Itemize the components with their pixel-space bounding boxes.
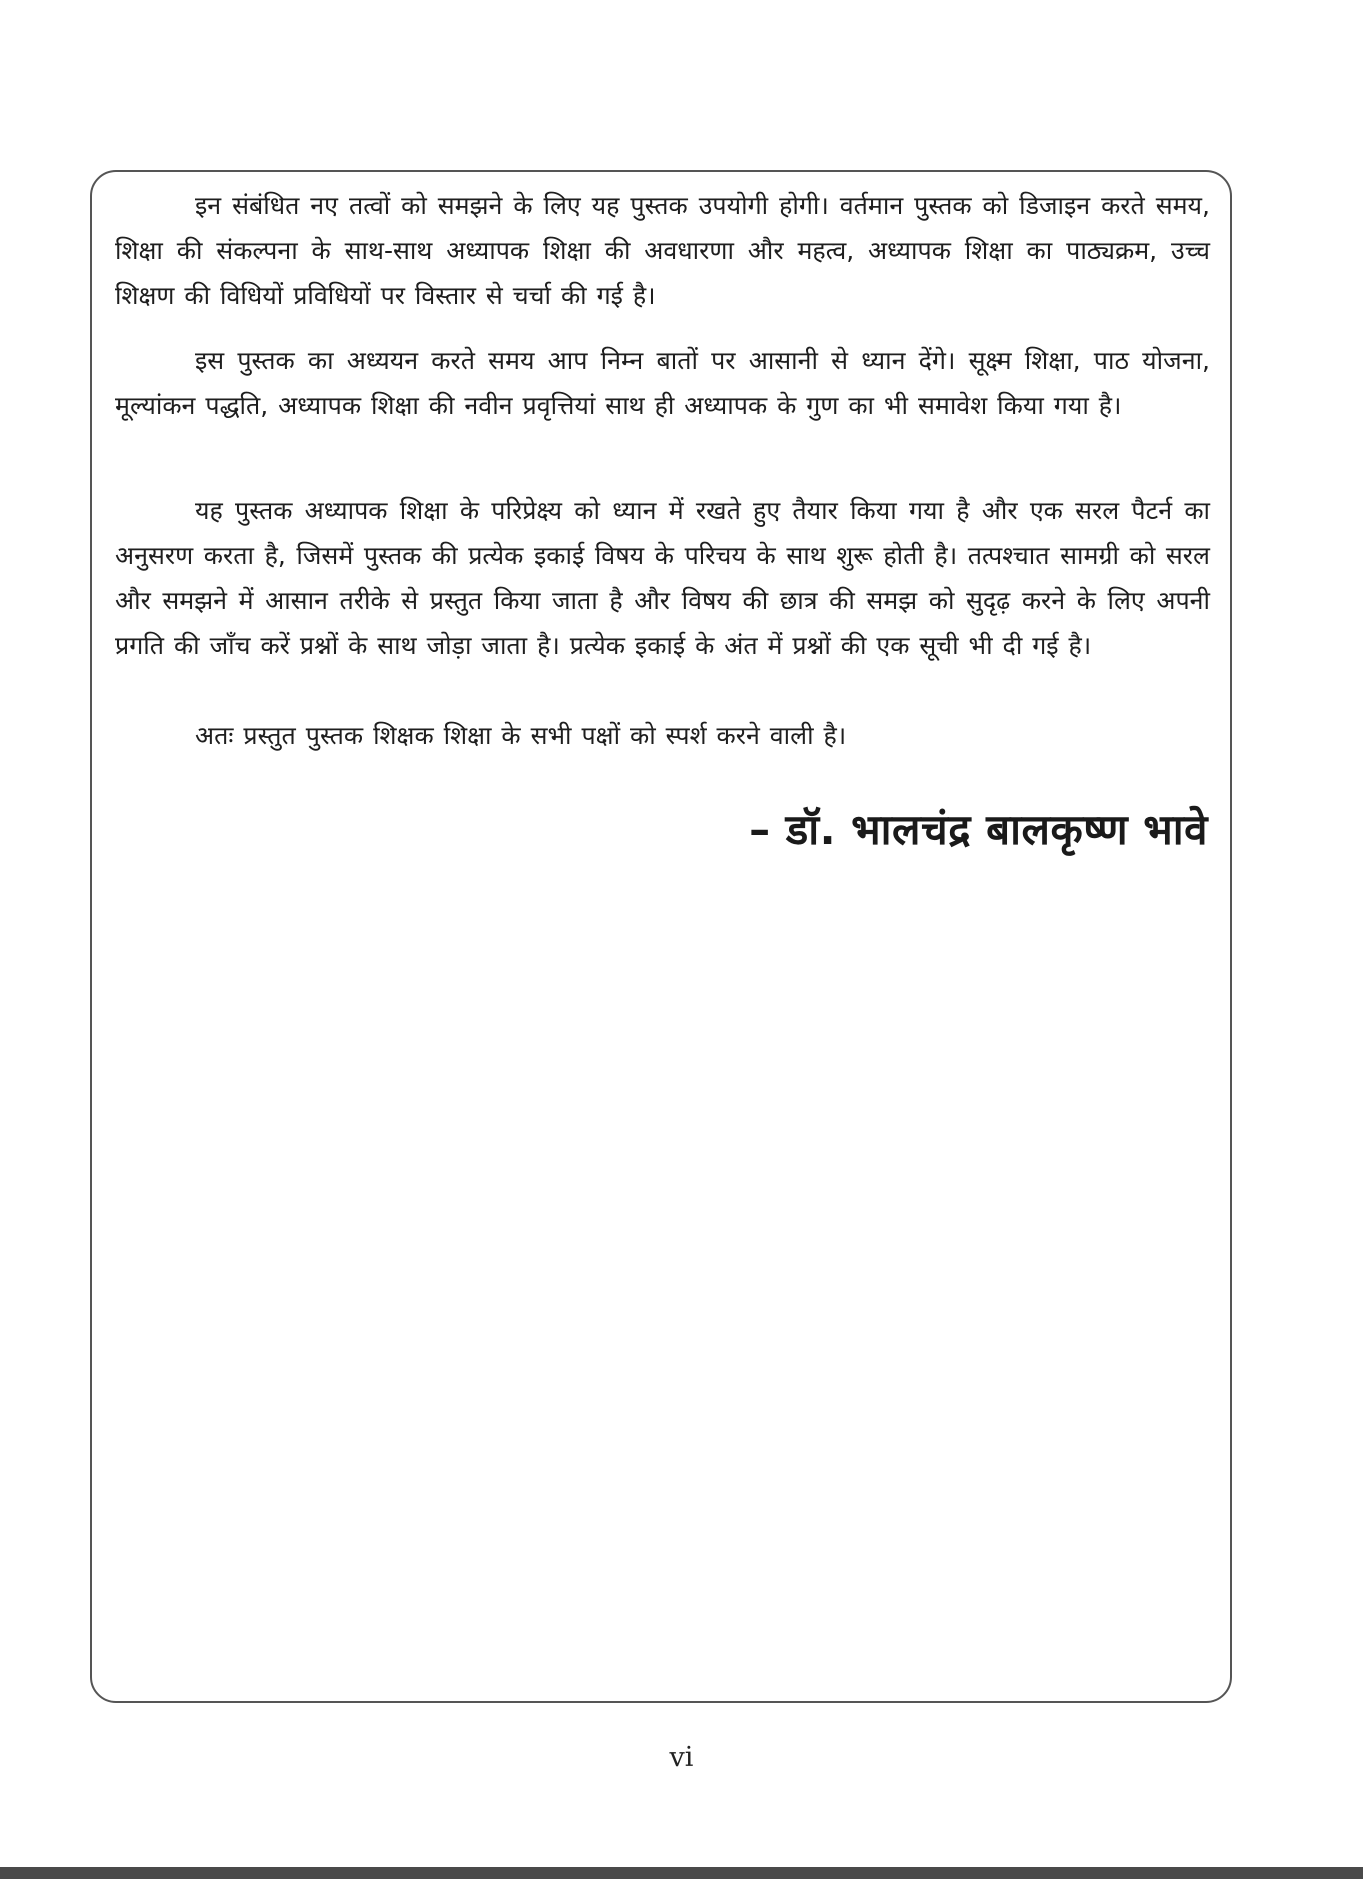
scan-edge-bar: [0, 1867, 1363, 1879]
paragraph-study-points: इस पुस्तक का अध्ययन करते समय आप निम्न बातों पर आसानी से ध्यान देंगे। सूक्ष्म शिक्षा, पाठ योजना, मूल्यांकन पद्धति, अध्यापक शिक्षा की नवीन प्रवृत्तियां साथ ही अध्यापक के गुण का भी समावेश किया गया है।: [115, 346, 1210, 420]
author-signature: – डॉ. भालचंद्र बालकृष्ण भावे: [749, 805, 1208, 854]
page-number: vi: [669, 1742, 694, 1773]
paragraph-structure: यह पुस्तक अध्यापक शिक्षा के परिप्रेक्ष्य को ध्यान में रखते हुए तैयार किया गया है और एक सरल पैटर्न का अनुसरण करता है, जिसमें पुस्तक की प्रत्येक इकाई विषय के परिचय के साथ शुरू होती है। तत्पश्चात सामग्री को सरल और समझने में आसान तरीके से प्रस्तुत किया जाता है और विषय की छात्र की समझ को सुदृढ़ करने के लिए अपनी प्रगति की जाँच करें प्रश्नों के साथ जोड़ा जाता है। प्रत्येक इकाई के अंत में प्रश्नों की एक सूची भी दी गई है।: [115, 496, 1210, 660]
paragraph-conclusion: अतः प्रस्तुत पुस्तक शिक्षक शिक्षा के सभी पक्षों को स्पर्श करने वाली है।: [195, 721, 847, 750]
paragraph-intro: इन संबंधित नए तत्वों को समझने के लिए यह पुस्तक उपयोगी होगी। वर्तमान पुस्तक को डिजाइन करते समय, शिक्षा की संकल्पना के साथ-साथ अध्यापक शिक्षा की अवधारणा और महत्व, अध्यापक शिक्षा का पाठ्यक्रम, उच्च शिक्षण की विधियों प्रविधियों पर विस्तार से चर्चा की गई है।: [115, 191, 1210, 310]
